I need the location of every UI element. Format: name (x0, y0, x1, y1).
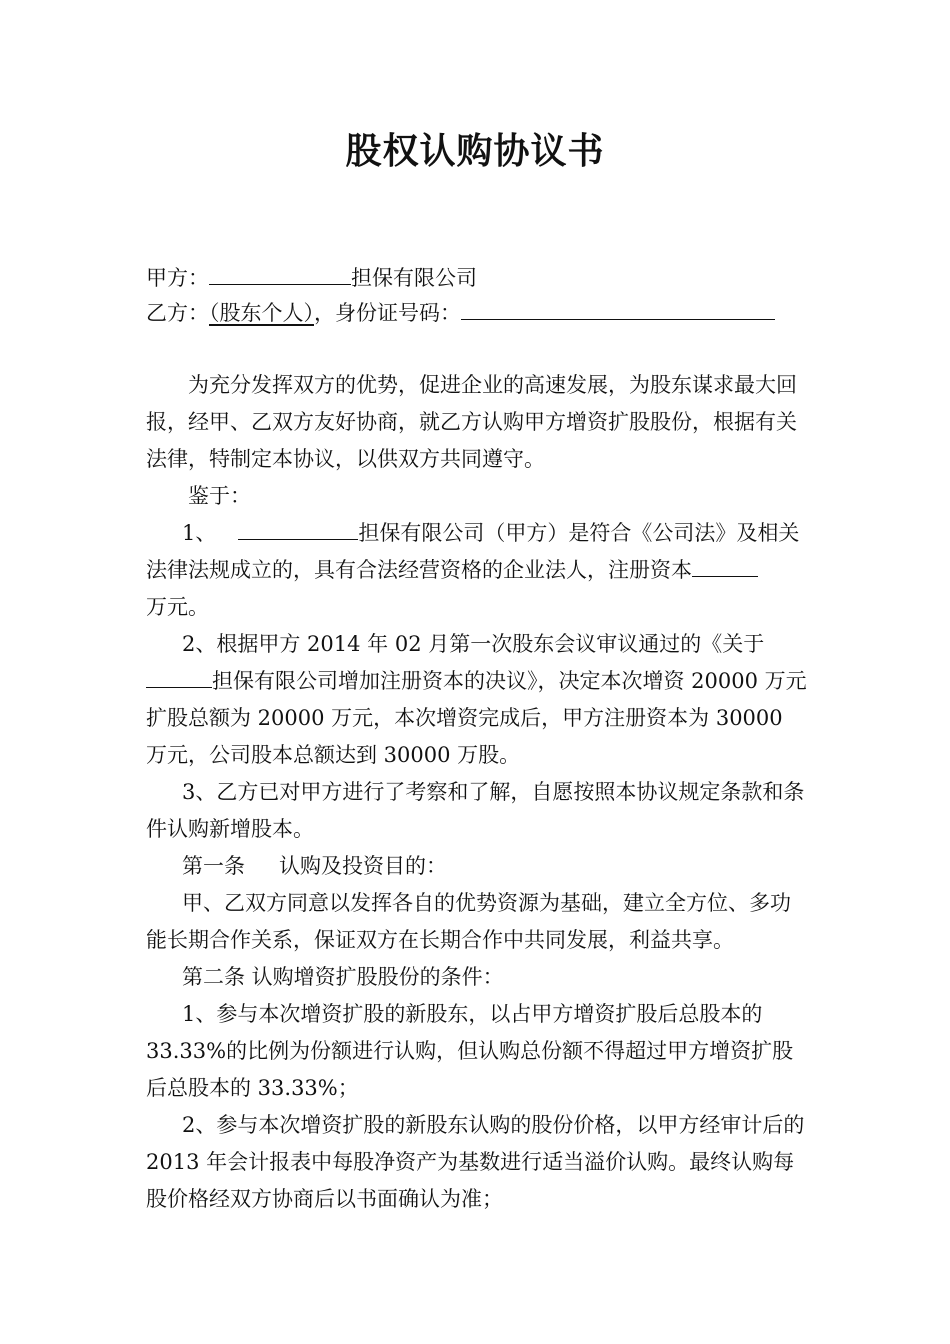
party-a-label: 甲方： (146, 266, 209, 290)
item1-company-blank (238, 517, 358, 540)
item2-company-blank (146, 665, 212, 688)
party-a-line (146, 262, 477, 293)
party-b-shareholder: （股东个人） (209, 301, 314, 325)
article-2-item-2: 2、参与本次增资扩股的新股东认购的股份价格，以甲方经审计后的 2013 年会计报表中每股净资产为基数进行适当溢价认购。最终认购每股价格经双方协商后以书面确认为准； (146, 1113, 805, 1211)
party-b-label: 乙方： (146, 301, 209, 325)
article-1-body: 甲、乙双方同意以发挥各自的优势资源为基础，建立全方位、多功能长期合作关系，保证双方在长期合作中共同发展，利益共享。 (146, 891, 791, 952)
item2-text: 担保有限公司增加注册资本的决议》，决定本次增资 20000 万元扩股总额为 20000 万元，本次增资完成后，甲方注册资本为 30000 万元，公司股本总额达到 30000 万股。 (146, 669, 807, 767)
agreement-body (146, 367, 810, 1218)
whereas-item-2 (146, 626, 810, 774)
whereas-item-1 (146, 515, 810, 626)
item1-end: 万元。 (146, 595, 209, 619)
party-b-id-blank (461, 297, 775, 320)
item1-prefix: 1、 (182, 521, 217, 545)
article-2-item-1: 1、参与本次增资扩股的新股东，以占甲方增资扩股后总股本的 33.33%的比例为份额进行认购，但认购总份额不得超过甲方增资扩股后总股本的 33.33%； (146, 1002, 794, 1100)
item1-text: 担保有限公司（甲方）是符合《公司法》及相关法律法规成立的，具有合法经营资格的企业法人，注册资本 (146, 521, 800, 582)
item1-capital-blank (692, 554, 758, 577)
party-b-id-label: ，身份证号码： (314, 301, 461, 325)
article-1-number: 第一条 (182, 854, 245, 878)
party-b-line (146, 297, 775, 328)
article-1-heading (146, 848, 810, 885)
article-1-title: 认购及投资目的： (279, 854, 447, 878)
article-2-heading: 第二条 认购增资扩股股份的条件： (182, 965, 504, 989)
whereas-item-3: 3、乙方已对甲方进行了考察和了解，自愿按照本协议规定条款和条件认购新增股本。 (146, 780, 805, 841)
document-title: 股权认购协议书 (345, 130, 605, 172)
item2-prefix: 2、根据甲方 2014 年 02 月第一次股东会议审议通过的《关于 (182, 632, 765, 656)
intro-paragraph: 为充分发挥双方的优势，促进企业的高速发展，为股东谋求最大回报，经甲、乙双方友好协商，就乙方认购甲方增资扩股股份，根据有关法律，特制定本协议，以供双方共同遵守。 (146, 373, 797, 471)
whereas-heading: 鉴于： (188, 484, 251, 508)
party-a-name-blank (209, 262, 351, 285)
party-a-suffix: 担保有限公司 (351, 266, 477, 290)
